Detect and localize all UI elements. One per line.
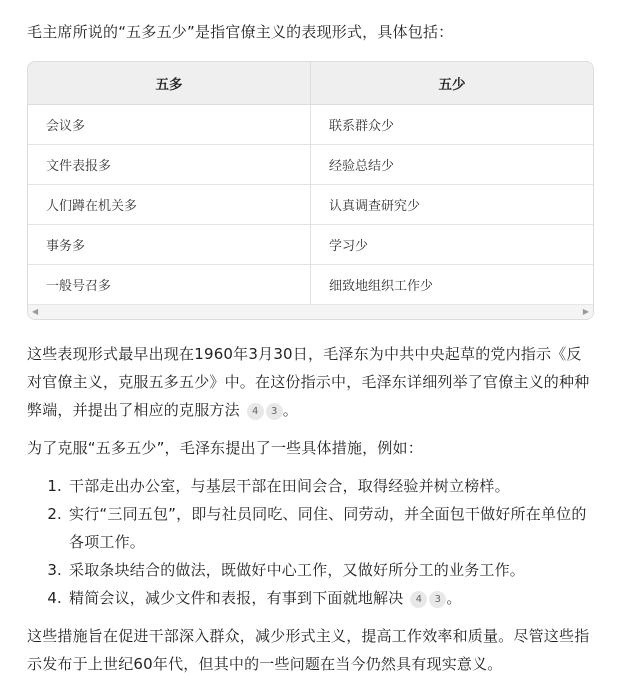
citation-badge[interactable]: 4 <box>410 591 427 608</box>
table-row <box>28 145 593 185</box>
five-many-five-few-table <box>27 61 594 320</box>
citation-badge[interactable]: 3 <box>266 403 283 420</box>
list-item-text: 精简会议，减少文件和表报，有事到下面就地解决 <box>69 589 404 607</box>
table-cell: 事务多 <box>28 225 311 265</box>
column-header-five-few: 五少 <box>311 62 594 105</box>
column-header-five-many: 五多 <box>28 62 311 105</box>
table-cell: 细致地组织工作少 <box>311 265 594 305</box>
answer-content <box>27 0 595 678</box>
table-horizontal-scrollbar[interactable] <box>28 304 593 319</box>
list-item-text: 干部走出办公室，与基层干部在田间会合，取得经验并树立榜样。 <box>69 477 510 495</box>
table-cell: 学习少 <box>311 225 594 265</box>
scroll-left-arrow-icon[interactable]: ◀ <box>32 307 39 316</box>
table-cell: 一般号召多 <box>46 279 112 294</box>
table-cell: 联系群众少 <box>311 105 594 145</box>
citation-badge[interactable]: 4 <box>247 403 264 420</box>
intro-text: 毛主席所说的“五多五少”是指官僚主义的表现形式，具体包括： <box>27 23 454 41</box>
table-row <box>28 265 593 305</box>
origin-paragraph <box>27 340 595 424</box>
table-cell: 文件表报多 <box>28 145 311 185</box>
scroll-right-arrow-icon[interactable]: ▶ <box>582 307 589 316</box>
measures-list <box>27 472 595 612</box>
origin-paragraph-text: 这些表现形式最早出现在1960年3月30日，毛泽东为中共中央起草的党内指示《反对官僚主义，克服五多五少》中。在这份指示中，毛泽东详细列举了官僚主义的种种弊端，并提出了相应的克服方法 <box>27 345 590 419</box>
list-item <box>67 500 595 556</box>
list-item-text: 实行“三同五包”，即与社员同吃、同住、同劳动，并全面包干做好所在单位的各项工作。 <box>69 505 587 551</box>
table-cell: 认真调查研究少 <box>311 185 594 225</box>
list-item-end: 。 <box>446 589 462 607</box>
table-cell: 会议多 <box>28 105 311 145</box>
table-row <box>28 225 593 265</box>
list-item <box>67 472 595 500</box>
table-cell: 经验总结少 <box>311 145 594 185</box>
table-row <box>28 105 593 145</box>
list-item <box>67 584 595 612</box>
table-row <box>28 185 593 225</box>
origin-paragraph-end: 。 <box>282 401 298 419</box>
conclusion-text: 这些措施旨在促进干部深入群众，减少形式主义，提高工作效率和质量。尽管这些指示发布于上世纪60年代，但其中的一些问题在当今仍然具有现实意义。 <box>27 627 590 673</box>
list-item-text: 采取条块结合的做法，既做好中心工作，又做好所分工的业务工作。 <box>69 561 526 579</box>
measures-intro-text: 为了克服“五多五少”，毛泽东提出了一些具体措施，例如： <box>27 439 423 457</box>
table-header-row <box>28 62 593 105</box>
list-item <box>67 556 595 584</box>
data-table <box>28 62 593 304</box>
table-cell: 人们蹲在机关多 <box>28 185 311 225</box>
citation-badge[interactable]: 3 <box>429 591 446 608</box>
